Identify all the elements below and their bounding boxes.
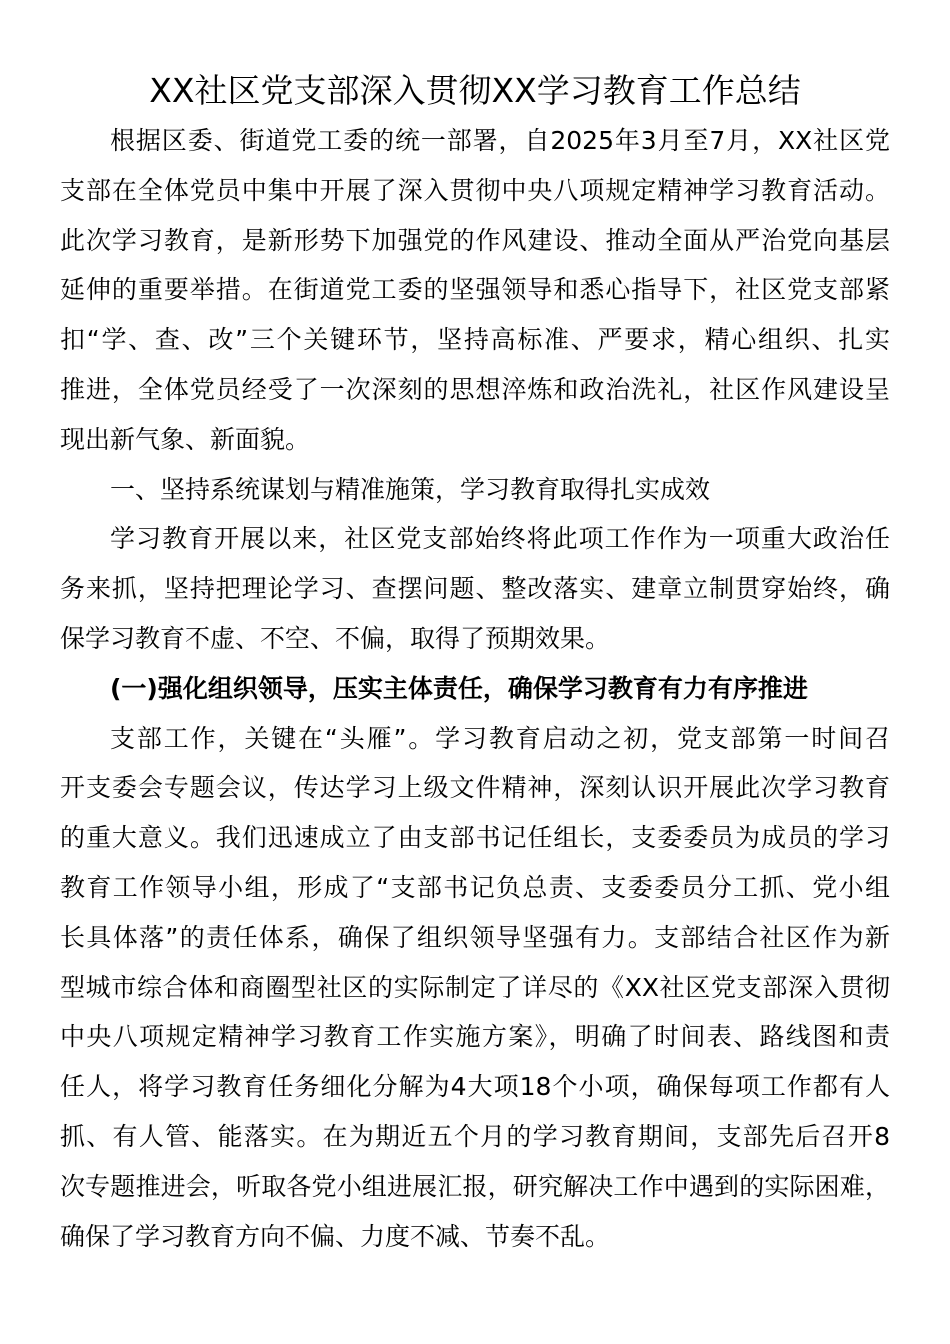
paragraph-line: 此次学习教育，是新形势下加强党的作风建设、推动全面从严治党向基层	[60, 225, 890, 255]
paragraph-line: 保学习教育不虚、不空、不偏，取得了预期效果。	[60, 623, 611, 653]
paragraph-line: 支部工作，关键在“头雁”。学习教育启动之初，党支部第一时间召	[110, 723, 890, 753]
paragraph-line: 长具体落”的责任体系，确保了组织领导坚强有力。支部结合社区作为新	[60, 922, 890, 952]
intro-paragraph	[60, 116, 890, 465]
section-heading: 一、坚持系统谋划与精准施策，学习教育取得扎实成效	[110, 474, 711, 504]
paragraph-line: 学习教育开展以来，社区党支部始终将此项工作作为一项重大政治任	[110, 524, 890, 554]
paragraph-line: 开支委会专题会议，传达学习上级文件精神，深刻认识开展此次学习教育	[60, 773, 890, 803]
paragraph-line: 任人，将学习教育任务细化分解为4大项18个小项，确保每项工作都有人	[60, 1072, 890, 1102]
paragraph-line: 次专题推进会，听取各党小组进展汇报，研究解决工作中遇到的实际困难，	[60, 1171, 890, 1201]
paragraph-line: 扣“学、查、改”三个关键环节，坚持高标准、严要求，精心组织、扎实	[60, 325, 890, 355]
section-1-paragraph	[60, 514, 890, 663]
paragraph-line: 的重大意义。我们迅速成立了由支部书记任组长，支委委员为成员的学习	[60, 823, 890, 853]
document-title: XX社区党支部深入贯彻XX学习教育工作总结	[149, 71, 801, 110]
paragraph-line: 教育工作领导小组，形成了“支部书记负总责、支委委员分工抓、党小组	[60, 872, 890, 902]
paragraph-line: 务来抓，坚持把理论学习、查摆问题、整改落实、建章立制贯穿始终，确	[60, 574, 890, 604]
paragraph-line: 抓、有人管、能落实。在为期近五个月的学习教育期间，支部先后召开8	[60, 1121, 890, 1151]
paragraph-line: 支部在全体党员中集中开展了深入贯彻中央八项规定精神学习教育活动。	[60, 175, 890, 205]
paragraph-line: 中央八项规定精神学习教育工作实施方案》，明确了时间表、路线图和责	[60, 1022, 890, 1052]
paragraph-line: 延伸的重要举措。在街道党工委的坚强领导和悉心指导下，社区党支部紧	[60, 275, 890, 305]
subsection-heading: (一)强化组织领导，压实主体责任，确保学习教育有力有序推进	[110, 673, 808, 703]
subsection-1-paragraph	[60, 714, 890, 1262]
paragraph-line: 型城市综合体和商圈型社区的实际制定了详尽的《XX社区党支部深入贯彻	[60, 972, 890, 1002]
paragraph-line: 推进，全体党员经受了一次深刻的思想淬炼和政治洗礼，社区作风建设呈	[60, 374, 890, 404]
paragraph-line: 确保了学习教育方向不偏、力度不减、节奏不乱。	[60, 1221, 611, 1251]
paragraph-line: 现出新气象、新面貌。	[60, 424, 311, 454]
paragraph-line: 根据区委、街道党工委的统一部署，自2025年3月至7月，XX社区党	[110, 126, 890, 155]
